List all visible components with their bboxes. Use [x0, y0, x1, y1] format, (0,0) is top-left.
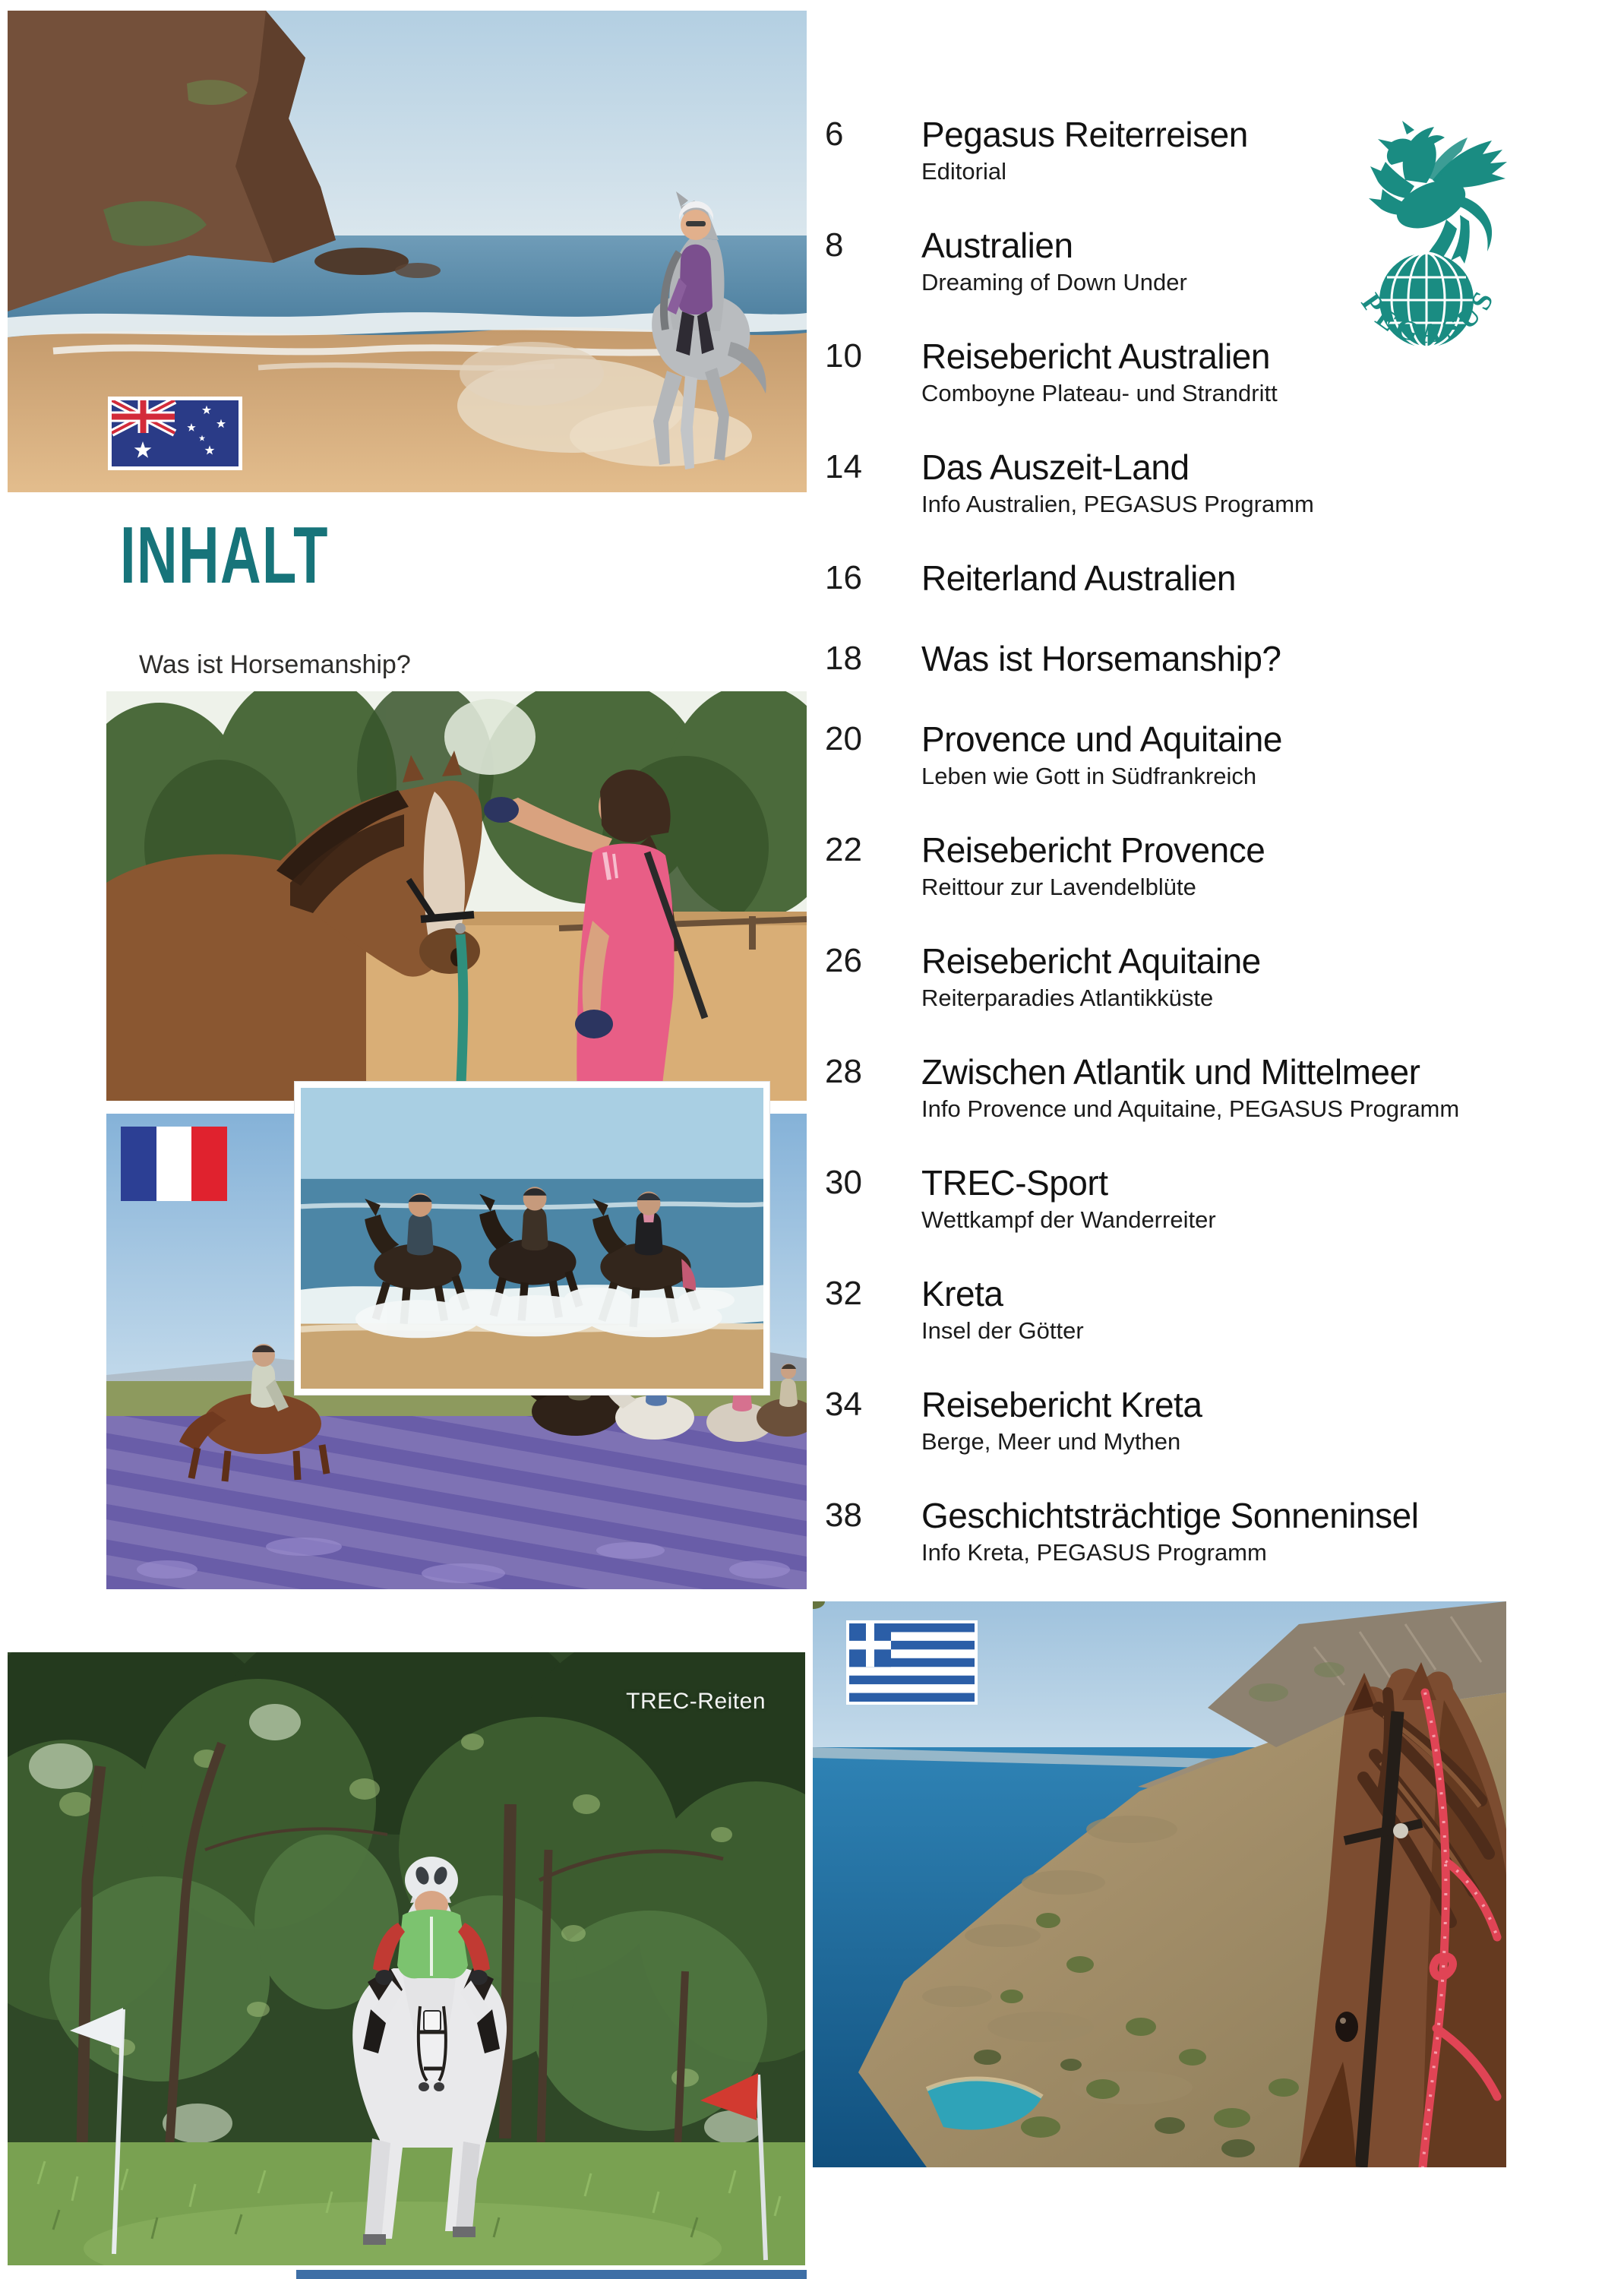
toc-subtitle: Info Kreta, PEGASUS Programm — [921, 1539, 1267, 1566]
toc-subtitle: Insel der Götter — [921, 1317, 1084, 1344]
toc-page-number: 30 — [825, 1164, 862, 1201]
toc-title: Reisebericht Provence — [921, 830, 1265, 870]
toc-title: Provence und Aquitaine — [921, 719, 1282, 759]
pegasus-logo-text: PEGASUS — [1354, 281, 1503, 350]
toc-entry[interactable] — [825, 1497, 1493, 1568]
trec-photo-caption: TREC-Reiten — [626, 1689, 766, 1714]
greece-flag-icon — [846, 1620, 978, 1705]
inset-photo-art — [301, 1088, 763, 1389]
toc-page-number: 22 — [825, 831, 862, 868]
bottom-blue-bar — [296, 2270, 807, 2279]
toc-page-number: 16 — [825, 559, 862, 596]
surf-gallop-inset-photo — [295, 1082, 769, 1395]
toc-entry[interactable] — [825, 1275, 1493, 1346]
toc-page-number: 8 — [825, 226, 844, 264]
toc-title: Was ist Horsemanship? — [921, 639, 1281, 678]
toc-entry[interactable] — [825, 640, 1493, 678]
toc-subtitle: Dreaming of Down Under — [921, 269, 1187, 296]
toc-title: Reisebericht Aquitaine — [921, 941, 1261, 981]
toc-page-number: 26 — [825, 942, 862, 979]
toc-entry[interactable] — [825, 942, 1493, 1013]
toc-subtitle: Info Provence und Aquitaine, PEGASUS Programm — [921, 1095, 1460, 1122]
france-flag-icon — [121, 1127, 227, 1201]
toc-page-number: 10 — [825, 337, 862, 375]
horsemanship-caption: Was ist Horsemanship? — [139, 650, 411, 679]
toc-entry[interactable] — [825, 448, 1493, 520]
toc-title: TREC-Sport — [921, 1163, 1108, 1203]
toc-entry[interactable] — [825, 1164, 1493, 1235]
toc-subtitle: Editorial — [921, 158, 1006, 185]
crete-coast-photo — [813, 1601, 1506, 2167]
toc-subtitle: Comboyne Plateau- und Strandritt — [921, 380, 1278, 406]
beach-riding-photo — [8, 11, 807, 492]
toc-subtitle: Info Australien, PEGASUS Programm — [921, 491, 1314, 517]
toc-entry[interactable] — [825, 115, 1493, 187]
toc-entry[interactable] — [825, 559, 1493, 597]
toc-title: Geschichtsträchtige Sonneninsel — [921, 1496, 1419, 1535]
toc-entry[interactable] — [825, 337, 1493, 409]
toc-title: Reisebericht Australien — [921, 337, 1270, 376]
page-title: INHALT — [120, 510, 329, 600]
australia-flag-icon — [108, 397, 242, 470]
toc-subtitle: Reiterparadies Atlantikküste — [921, 985, 1214, 1011]
toc-subtitle: Berge, Meer und Mythen — [921, 1428, 1181, 1455]
toc-page-number: 18 — [825, 640, 862, 677]
table-of-contents — [825, 115, 1493, 1607]
horsemanship-photo-art — [106, 691, 807, 1101]
toc-entry[interactable] — [825, 1053, 1493, 1124]
toc-page-number: 32 — [825, 1275, 862, 1312]
toc-page-number: 6 — [825, 115, 844, 153]
toc-entry[interactable] — [825, 226, 1493, 298]
toc-subtitle: Reittour zur Lavendelblüte — [921, 874, 1196, 900]
toc-title: Australien — [921, 226, 1073, 265]
toc-entry[interactable] — [825, 720, 1493, 792]
toc-page-number: 38 — [825, 1497, 862, 1534]
toc-entry[interactable] — [825, 1386, 1493, 1457]
toc-subtitle: Wettkampf der Wanderreiter — [921, 1206, 1216, 1233]
toc-title: Zwischen Atlantik und Mittelmeer — [921, 1052, 1420, 1092]
toc-page-number: 34 — [825, 1386, 862, 1423]
toc-page-number: 14 — [825, 448, 862, 485]
toc-page-number: 20 — [825, 720, 862, 757]
toc-title: Reiterland Australien — [921, 558, 1236, 598]
toc-subtitle: Leben wie Gott in Südfrankreich — [921, 763, 1257, 789]
toc-page-number: 28 — [825, 1053, 862, 1090]
toc-title: Das Auszeit-Land — [921, 447, 1190, 487]
trec-photo-art — [8, 1652, 805, 2265]
horsemanship-photo — [106, 691, 807, 1101]
toc-entry[interactable] — [825, 831, 1493, 902]
trec-forest-photo — [8, 1652, 805, 2265]
toc-title: Pegasus Reiterreisen — [921, 115, 1248, 154]
toc-title: Kreta — [921, 1274, 1003, 1313]
toc-title: Reisebericht Kreta — [921, 1385, 1202, 1424]
